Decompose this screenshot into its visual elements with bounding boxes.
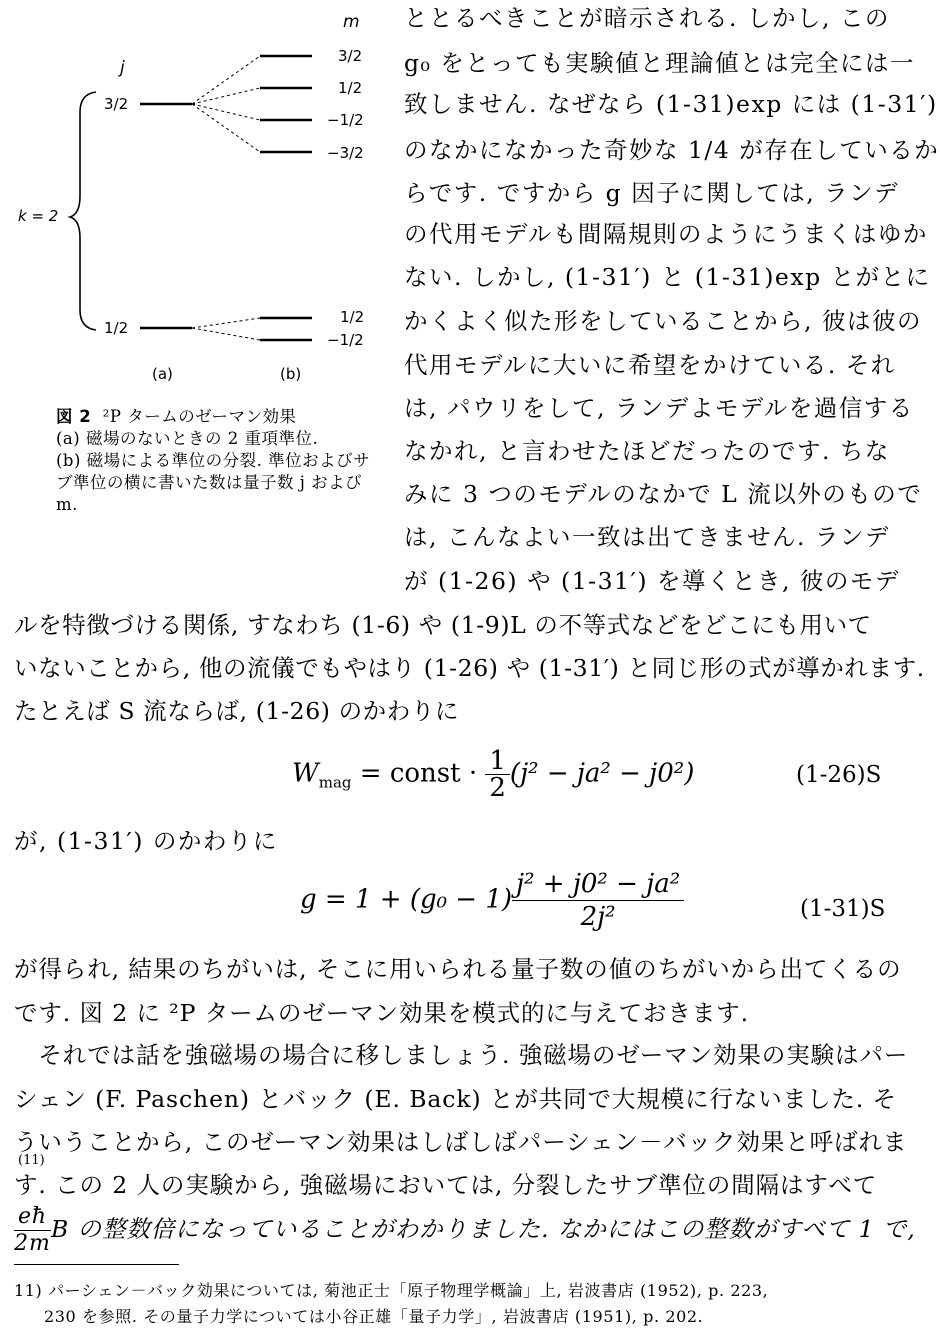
m-label-6: −1/2 [327,331,364,349]
eh-over-2m [14,1204,51,1257]
eq1-lhs: W [292,758,319,789]
m-axis-label: m [343,12,360,32]
caption-title: 図 2 [56,407,92,426]
body-line: らです. ですから g 因子に関しては, ランデ [404,179,900,207]
body-line: いないことから, 他の流儀でもやはり (1-26) や (1-31′) と同じ形の式が導かれます. [14,654,925,682]
body-line: が (1-26) や (1-31′) を導くとき, 彼のモデ [404,567,900,595]
panel-a-label: (a) [152,365,173,383]
eq1-mid: = const · [351,758,486,789]
body-line: ういうことから, このゼーマン効果はしばしばパーシェン－バック効果と呼ばれま [14,1128,908,1156]
k-brace [70,92,96,330]
eq1-rhs: (j² − ja² − j0²) [509,758,695,789]
body-line: です. 図 2 に ²P タームのゼーマン効果を模式的に与えておきます. [14,999,749,1027]
equation-1-31s [300,868,684,933]
m-label-2: 1/2 [338,79,363,97]
body-line: が, (1-31′) のかわりに [14,827,278,855]
body-line: 代用モデルに大いに希望をかけている. それ [404,351,896,379]
body-line: す. この 2 人の実験から, 強磁場においては, 分裂したサブ準位の間隔はすべて [14,1171,878,1199]
eq2-fraction [512,868,684,933]
reference-11: (11) [18,1153,45,1168]
body-line: かくよく似た形をしていることから, 彼は彼の [404,307,922,335]
m-label-1: 3/2 [338,47,363,65]
footnote-rule [14,1264,179,1265]
j-level-label-upper: 3/2 [104,95,129,113]
figure-caption [56,406,371,516]
eh-num: eħ [14,1204,51,1231]
body-line: それでは話を強磁場の場合に移しましょう. 強磁場のゼーマン効果の実験はパー [14,1041,909,1069]
body-line: 致しません. なぜなら (1-31)exp には (1-31′) [404,90,938,118]
caption-line-b: (b) 磁場による準位の分裂. 準位およびサブ準位の横に書いた数は量子数 j および m. [56,451,371,514]
equation-1-26s [292,748,694,801]
caption-text: ²P タームのゼーマン効果 [102,407,297,426]
panel-b-label: (b) [280,365,302,383]
footnote-line-2: 230 を参照. その量子力学については小谷正雄「量子力学」, 岩波書店 (1951), p. 202. [44,1307,704,1326]
body-line: は, パウリをして, ランデよモデルを過信する [404,394,914,422]
m-label-4: −3/2 [327,144,364,162]
equation-number-1: (1-26)S [796,762,882,788]
body-line: ルを特徴づける関係, すなわち (1-6) や (1-9)L の不等式などをどこにも用いて [14,611,872,639]
equation-number-2: (1-31)S [800,896,886,922]
body-line: ととるべきことが暗示される. しかし, この [404,4,890,32]
eq2-denominator: 2j² [580,902,616,932]
body-line: のなかになかった奇妙な 1/4 が存在しているか [404,136,940,164]
body-line: ない. しかし, (1-31′) と (1-31)exp とがとに [404,263,931,291]
body-line: が得られ, 結果のちがいは, そこに用いられる量子数の値のちがいから出てくるの [14,955,902,983]
body-line: は, こんなよい一致は出てきません. ランデ [404,523,890,551]
eq1-half: $\frac{1}{2}$ [485,748,510,801]
body-line-last [14,1204,916,1257]
body-line: なかれ, と言わせたほどだったのです. ちな [404,437,890,465]
last-line-text: B の整数倍になっていることがわかりました. なかにはこの整数がすべて 1 で, [51,1215,916,1243]
k-label: k = 2 [18,207,59,225]
body-line: g₀ をとっても実験値と理論値とは完全には一 [404,49,915,77]
eq2-lhs: g = 1 + (g₀ − 1) [300,884,513,915]
m-label-5: 1/2 [340,308,365,326]
connectors-upper [192,56,260,152]
eq1-sub: mag [318,773,352,792]
body-line: みに 3 つのモデルのなかで L 流以外のもので [404,480,923,508]
body-line: シェン (F. Paschen) とバック (E. Back) とが共同で大規模に行ないました. そ [14,1085,898,1113]
body-line: たとえば S 流ならば, (1-26) のかわりに [14,697,460,725]
eq2-numerator: j² + j0² − ja² [512,868,684,901]
j-level-label-lower: 1/2 [104,319,129,337]
connectors-lower [192,318,260,340]
caption-line-a: (a) 磁場のないときの 2 重項準位. [56,429,319,448]
body-line: の代用モデルも間隔規則のようにうまくはゆか [404,220,928,248]
footnote-line-1: 11) パーシェン－バック効果については, 菊池正士「原子物理学概論」上, 岩波書店 (1952), p. 223, [14,1281,769,1300]
eh-den: 2m [14,1231,51,1256]
j-axis-label: j [120,58,125,78]
sublevels [260,56,312,340]
m-label-3: −1/2 [327,111,364,129]
zeeman-figure [0,0,395,560]
